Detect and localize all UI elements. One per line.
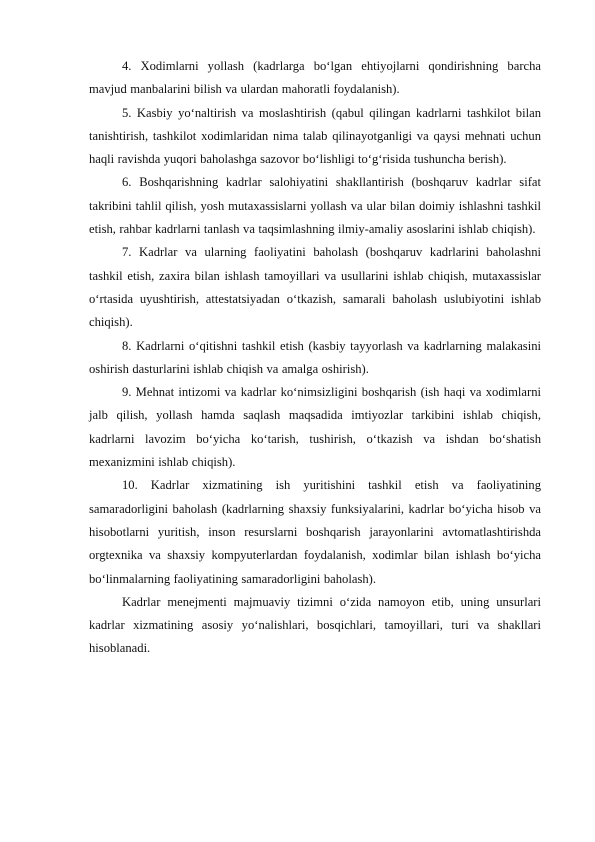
paragraph-item-10: 10. Kadrlar xizmatining ish yuritishini tashkil etish va faoliyatining samaradorligini baholash (kadrlarning shaxsiy funksiyalarini, kadrlar bo‘yicha hisob va hisobotlarni yuritish, inson resurslarni boshqarish jarayonlarini avtomatlashtirishda orgtexnika va shaxsiy kompyuterlardan foydalanish, xodimlar bilan ishlash bo‘yicha bo‘linmalarning faoliyatining samaradorligini baholash). [89,478,541,586]
paragraph-item-8: 8. Kadrlarni o‘qitishni tashkil etish (kasbiy tayyorlash va kadrlarning malakasini oshirish dasturlarini ishlab chiqish va amalga oshirish). [89,338,541,376]
paragraph-item-6: 6. Boshqarishning kadrlar salohiyatini shakllantirish (boshqaruv kadrlar sifat takribini tahlil qilish, yosh mutaxassislarni yollash va ular bilan doimiy ishlashni tashkil etish, rahbar kadrlarni tanlash va taqsimlashning ilmiy-amaliy asoslarini ishlab chiqish). [89,175,541,237]
paragraph-item-4: 4. Xodimlarni yollash (kadrlarga bo‘lgan ehtiyojlarni qondirishning barcha mavjud manbalarini bilish va ulardan mahoratli foydalanish). [89,59,541,97]
paragraph-item-7: 7. Kadrlar va ularning faoliyatini baholash (boshqaruv kadrlarini baholashni tashkil etish, zaxira bilan ishlash tamoyillari va usullarini ishlab chiqish, mutaxassislar o‘rtasida uyushtirish, attestatsiyadan o‘tkazish, samarali baholash uslubiyotini ishlab chiqish). [89,245,541,330]
document-page [89,55,541,661]
paragraph-item-5: 5. Kasbiy yo‘naltirish va moslashtirish (qabul qilingan kadrlarni tashkilot bilan tanishtirish, tashkilot xodimlaridan nima talab qilinayotganligi va qaysi mehnati uchun haqli ravishda yuqori baholashga sazovor bo‘lishligi to‘g‘risida tushuncha berish). [89,105,541,167]
paragraph-conclusion: Kadrlar menejmenti majmuaviy tizimni o‘zida namoyon etib, uning unsurlari kadrlar xizmatining asosiy yo‘nalishlari, bosqichlari, tamoyillari, turi va shakllari hisoblanadi. [89,594,541,656]
paragraph-item-9: 9. Mehnat intizomi va kadrlar ko‘nimsizligini boshqarish (ish haqi va xodimlarni jalb qilish, yollash hamda saqlash maqsadida imtiyozlar tarkibini ishlab chiqish, kadrlarni lavozim bo‘yicha ko‘tarish, tushirish, o‘tkazish va ishdan bo‘shatish mexanizmini ishlab chiqish). [89,385,541,470]
